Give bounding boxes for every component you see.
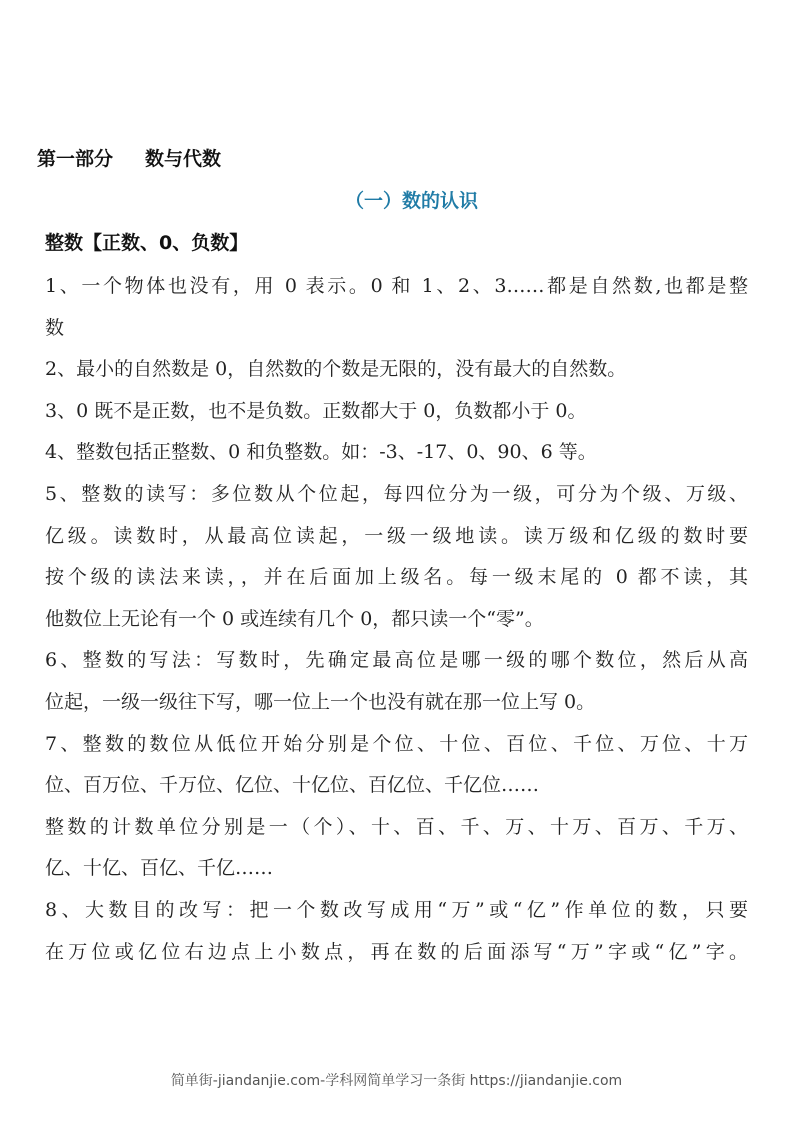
footer-watermark: 简单街-jiandanjie.com-学科网简单学习一条街 https://jiandanjie.com	[170, 1073, 623, 1089]
part-heading	[37, 144, 221, 171]
text-line: 4、整数包括正整数、0 和负整数。如：-3、-17、0、90、6 等。	[45, 441, 597, 464]
part-title: 数与代数	[145, 148, 222, 170]
text-line: 按个级的读法来读，，并在后面加上级名。每一级末尾的 0 都不读，其	[45, 566, 748, 589]
text-line: 亿级。读数时，从最高位读起，一级一级地读。读万级和亿级的数时要	[45, 524, 748, 547]
text-line: 8、大数目的改写：把一个数改写成用“万”或“亿”作单位的数，只要	[45, 898, 748, 921]
text-line: 整数的计数单位分别是一（个）、十、百、千、万、十万、百万、千万、	[45, 815, 748, 838]
section-title: （一）数的认识	[344, 190, 478, 212]
text-line: 他数位上无论有一个 0 或连续有几个 0，都只读一个“零”。	[45, 607, 544, 630]
text-line: 在万位或亿位右边点上小数点，再在数的后面添写“万”字或“亿”字。	[45, 940, 748, 963]
text-line: 数	[45, 316, 65, 339]
text-line: 位、百万位、千万位、亿位、十亿位、百亿位、千亿位……	[45, 774, 540, 797]
text-line: 7、整数的数位从低位开始分别是个位、十位、百位、千位、万位、十万	[45, 732, 748, 755]
part-label: 第一部分	[37, 148, 114, 170]
text-line: 亿、十亿、百亿、千亿……	[45, 857, 274, 880]
text-line: 1、一个物体也没有，用 0 表示。0 和 1、2、3……都是自然数,也都是整	[45, 275, 748, 297]
text-line: 5、整数的读写：多位数从个位起，每四位分为一级，可分为个级、万级、	[45, 482, 748, 505]
text-line: 3、0 既不是正数，也不是负数。正数都大于 0，负数都小于 0。	[45, 399, 587, 422]
text-line: 位起，一级一级往下写，哪一位上一个也没有就在那一位上写 0。	[45, 690, 596, 713]
subheading: 整数【正数、0、负数】	[45, 232, 249, 254]
body-text	[45, 266, 748, 973]
text-line: 2、最小的自然数是 0，自然数的个数是无限的，没有最大的自然数。	[45, 358, 627, 381]
text-line: 6、整数的写法：写数时，先确定最高位是哪一级的哪个数位，然后从高	[45, 649, 748, 672]
